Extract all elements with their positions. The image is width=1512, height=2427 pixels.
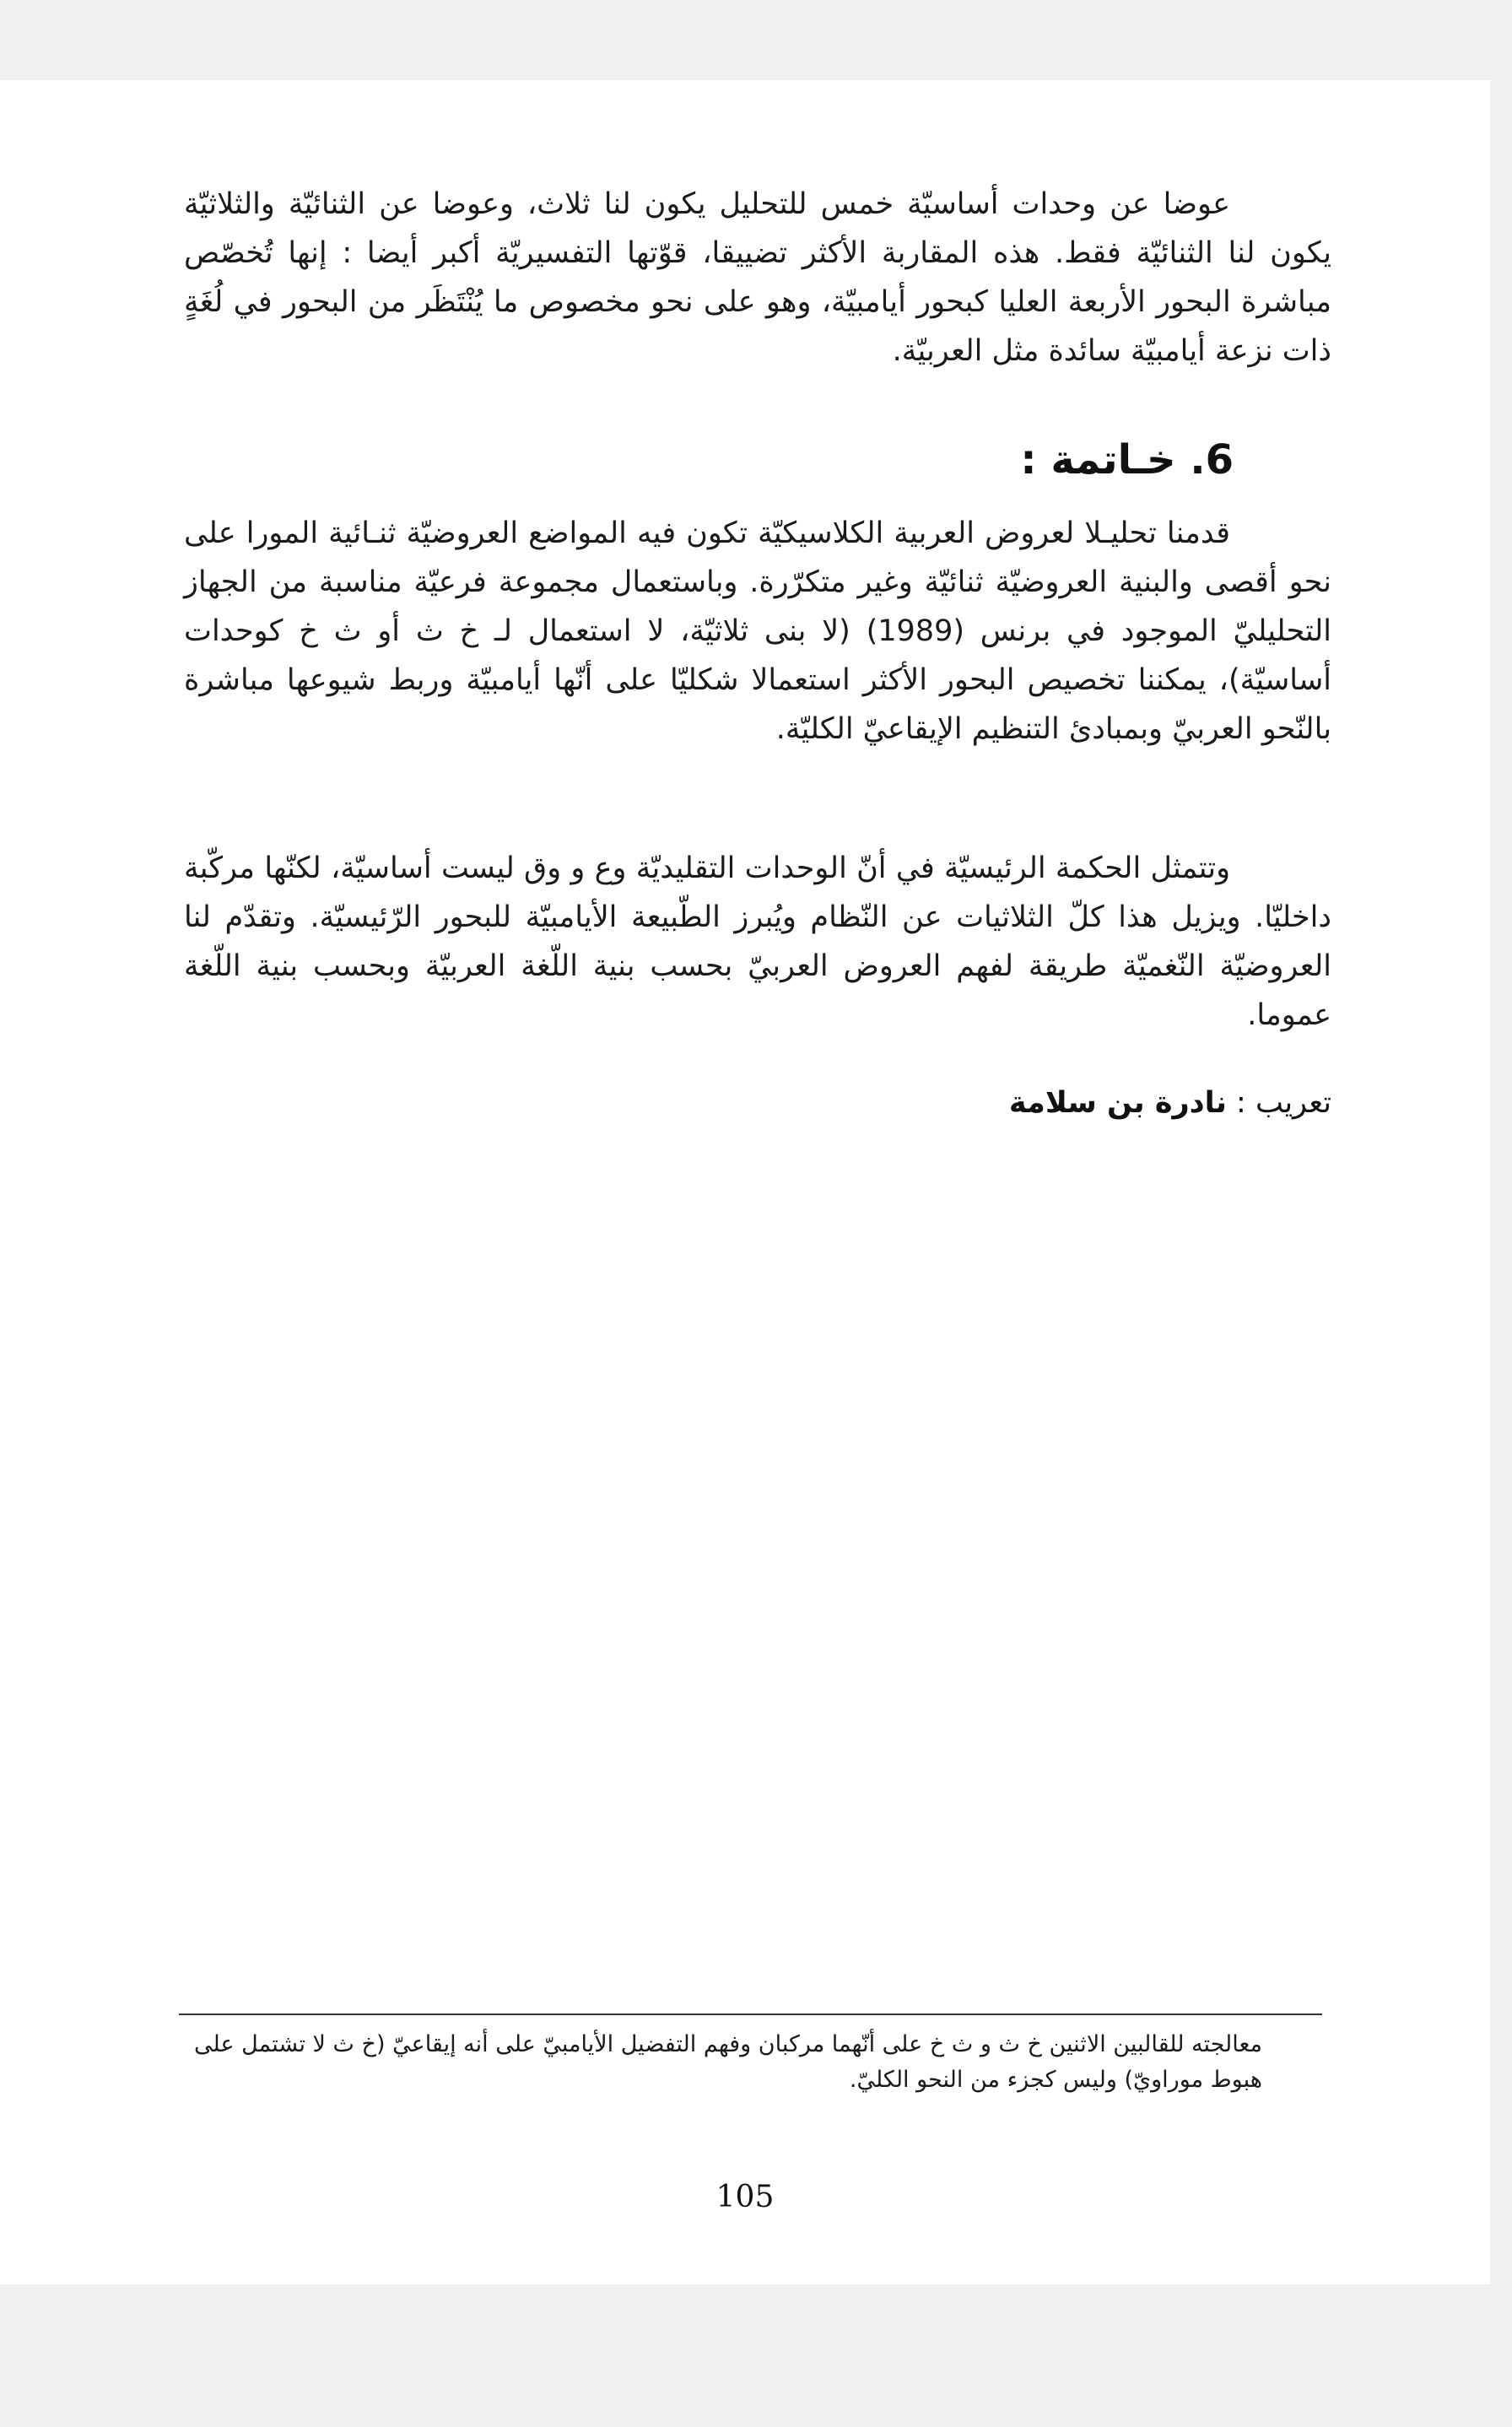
- footnote-divider: [179, 2013, 1322, 2015]
- body-paragraph-3: [184, 844, 1331, 1040]
- section-heading-conclusion: 6. خـاتمة :: [1020, 436, 1234, 484]
- paragraph-1-text: عوضا عن وحدات أساسيّة خمس للتحليل يكون لنا ثلاث، وعوضا عن الثنائيّة والثلاثيّة يكون لنا الثنائيّة فقط. هذه المقاربة الأكثر تضييقا، قوّتها التفسيريّة أكبر أيضا : إنها تُخصّص مباشرة البحور الأربعة العليا كبحور أيامبيّة، وهو على نحو مخصوص ما يُنْتَظَر من البحور في لُغَةٍ ذات نزعة أيامبيّة سائدة مثل العربيّة.: [184, 187, 1331, 368]
- body-paragraph-2: [184, 509, 1331, 754]
- translator-name: نادرة بن سلامة: [1008, 1086, 1227, 1120]
- document-page: [0, 80, 1490, 2284]
- page-number: 105: [716, 2180, 775, 2214]
- body-paragraph-1: [184, 180, 1331, 376]
- paragraph-2-text: قدمنا تحليـلا لعروض العربية الكلاسيكيّة تكون فيه المواضع العروضيّة ثنـائية المورا على نحو أقصى والبنية العروضيّة ثنائيّة وغير متكرّرة. وباستعمال مجموعة فرعيّة مناسبة من الجهاز التحليليّ الموجود في برنس (1989) (لا بنى ثلاثيّة، لا استعمال لـ خ ث أو ث خ كوحدات أساسيّة)، يمكننا تخصيص البحور الأكثر استعمالا شكليّا على أنّها أيامبيّة وربط شيوعها مباشرة بالنّحو العربيّ وبمبادئ التنظيم الإيقاعيّ الكليّة.: [184, 516, 1332, 746]
- footnote: معالجته للقالبين الاثنين خ ث و ث خ على أنّهما مركبان وفهم التفضيل الأيامبيّ على أنه إيقاعيّ (خ ث لا تشتمل على هبوط موراويّ) وليس كجزء من النحو الكليّ.: [194, 2031, 1262, 2093]
- translator-label: تعريب :: [1236, 1086, 1331, 1120]
- translator-credit: [184, 1078, 1331, 1127]
- paragraph-3-text: وتتمثل الحكمة الرئيسيّة في أنّ الوحدات التقليديّة وع و وق ليست أساسيّة، لكنّها مركّبة داخليّا. ويزيل هذا كلّ الثلاثيات عن النّظام ويُبرز الطّبيعة الأيامبيّة للبحور الرّئيسيّة. وتقدّم لنا العروضيّة النّغميّة طريقة لفهم العروض العربيّ بحسب بنية اللّغة العربيّة وبحسب بنية اللّغة عموما.: [184, 851, 1331, 1032]
